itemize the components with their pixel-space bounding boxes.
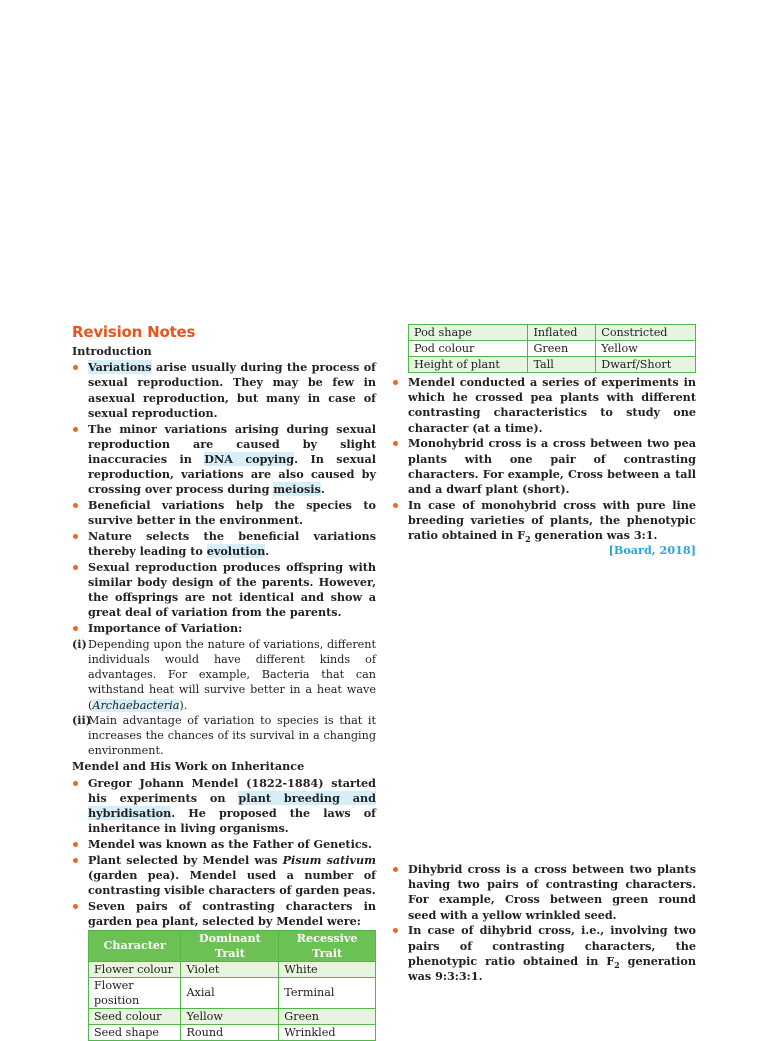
text: generation was 3:1. <box>530 528 658 543</box>
table-header-row <box>89 930 376 961</box>
importance-of-variation-title: Importance of Variation: <box>88 621 243 636</box>
table-row <box>89 1008 376 1024</box>
bullet-icon <box>73 858 78 863</box>
importance-list <box>72 637 376 759</box>
list-item <box>392 497 696 558</box>
highlight: DNA copying <box>204 451 295 466</box>
text: Monohybrid cross is a cross between two pea plants with one pair of contrasting characters. For example, Cross between a tall and a dwarf plant (short). <box>408 436 696 496</box>
table-row <box>409 325 696 341</box>
text: Mendel conducted a series of experiments in which he crossed pea plants with different contrasting characteristics to study one character (at a time). <box>408 375 696 435</box>
highlight: plant breeding and hybridisation <box>88 790 376 821</box>
text: Depending upon the nature of variations, different individuals would have different kinds of advantages. For example, Bacteria that can withstand heat will survive better in a heat wave ( <box>88 637 376 712</box>
table-cell: Violet <box>181 961 279 977</box>
highlight: meiosis <box>273 482 321 497</box>
table-cell: Yellow <box>181 1008 279 1024</box>
bullet-icon <box>73 503 78 508</box>
table-cell: Green <box>279 1008 376 1024</box>
table-cell: Wrinkled <box>279 1024 376 1040</box>
list-item <box>72 360 376 421</box>
mendel-section-title: Mendel and His Work on Inheritance <box>72 759 305 774</box>
text: . He proposed the laws of inheritance in living organisms. <box>88 806 376 836</box>
table-row <box>409 341 696 357</box>
text: In case of <box>408 923 480 938</box>
text: Gregor Johann Mendel (1822-1884) <box>88 775 324 790</box>
list-item <box>72 899 376 929</box>
table-cell: Terminal <box>279 977 376 1008</box>
text: Seven pairs of <box>88 898 192 913</box>
left-column <box>72 322 376 1041</box>
highlight: Archaebacteria <box>92 698 180 712</box>
table-cell: Constricted <box>596 325 696 341</box>
bullet-icon <box>393 928 398 933</box>
text: The minor variations arising during sexual reproduction are caused by slight inaccuracies in <box>88 421 376 466</box>
table-row <box>409 357 696 373</box>
highlight: evolution <box>206 544 266 559</box>
table-row <box>89 1024 376 1040</box>
table-cell: Dwarf/Short <box>596 357 696 373</box>
highlight: Variations <box>88 360 152 375</box>
subscript: 2 <box>614 959 620 970</box>
mendel-list <box>72 776 376 930</box>
text: Beneficial variations help the species to survive better in the environment. <box>88 498 376 528</box>
list-item <box>72 621 376 636</box>
text: Sexual reproduction produces offspring with similar body design of the parents. However, the offsprings are not identical and show a great deal of variation from the parents. <box>88 559 376 620</box>
revision-notes-heading: Revision Notes <box>72 323 196 341</box>
table-cell: Yellow <box>596 341 696 357</box>
list-item <box>392 923 696 984</box>
bullet-icon <box>393 380 398 385</box>
list-item <box>72 560 376 621</box>
text: generation was 9:3:3:1. <box>408 953 696 983</box>
item-number: (i) <box>72 636 87 651</box>
text: Plant selected by Mendel was <box>88 852 283 867</box>
table-cell: Round <box>181 1024 279 1040</box>
board-citation: [Board, 2018] <box>608 543 696 558</box>
list-item <box>72 422 376 498</box>
introduction-title: Introduction <box>72 344 152 358</box>
text: Pisum sativum <box>282 852 377 867</box>
text: Main advantage of variation to species is that it increases the chances of its survival in a changing environment. <box>88 713 376 758</box>
list-item <box>72 498 376 528</box>
text: (garden pea). Mendel used a number of contrasting visible characters of garden peas. <box>88 867 376 898</box>
bullet-icon <box>73 904 78 909</box>
bullet-icon <box>393 503 398 508</box>
table-header: Recessive Trait <box>279 930 376 961</box>
list-item <box>72 636 376 713</box>
bullet-icon <box>393 867 398 872</box>
text: Nature selects the beneficial variations thereby leading to <box>88 528 376 559</box>
bullet-icon <box>73 365 78 370</box>
text: started his experiments on <box>88 775 376 805</box>
list-item <box>72 776 376 837</box>
text: dihybrid cross <box>479 923 572 938</box>
dihybrid-section <box>392 862 696 985</box>
dihybrid-list <box>392 862 696 984</box>
list-item <box>392 862 696 923</box>
text: Dihybrid cross <box>408 862 501 876</box>
table-cell: Flower position <box>89 977 181 1008</box>
table-cell: Green <box>528 341 596 357</box>
monohybrid-list <box>392 375 696 558</box>
table-cell: Seed colour <box>89 1008 181 1024</box>
list-item <box>72 529 376 559</box>
text: is a cross between two plants having two pairs of contrasting characters. For example, Cross between green round seed with a yellow wrinkled seed. <box>408 862 696 922</box>
bullet-icon <box>73 781 78 786</box>
bullet-icon <box>73 534 78 539</box>
bullet-icon <box>73 427 78 432</box>
traits-table-continued <box>408 324 696 373</box>
text: arise usually during the process of sexual reproduction. They may be few in asexual reproduction, but many in case of sexual reproduction. <box>88 360 376 420</box>
text: ). <box>179 698 188 712</box>
table-header: Character <box>89 930 181 961</box>
bullet-icon <box>73 842 78 847</box>
bullet-icon <box>73 565 78 570</box>
text: . In sexual reproduction, variations are also caused by crossing over process during <box>88 451 376 497</box>
traits-table <box>88 930 376 1041</box>
text: , i.e., involving two pairs of contrasting characters, the phenotypic ratio obtained in F <box>408 923 696 968</box>
list-item <box>392 375 696 436</box>
table-cell: White <box>279 961 376 977</box>
bullet-icon <box>393 441 398 446</box>
list-item <box>72 712 376 759</box>
table-cell: Seed shape <box>89 1024 181 1040</box>
list-item <box>72 853 376 899</box>
table-cell: Axial <box>181 977 279 1008</box>
list-item <box>392 436 696 497</box>
table-cell: Tall <box>528 357 596 373</box>
bullet-icon <box>73 626 78 631</box>
introduction-list <box>72 360 376 636</box>
text: contrasting characters in garden pea plant, selected by Mendel were: <box>88 898 376 929</box>
text: Mendel was known as the Father of Genetics. <box>88 837 372 851</box>
subscript: 2 <box>525 534 531 545</box>
table-row <box>89 977 376 1008</box>
text: . <box>265 544 270 559</box>
table-cell: Inflated <box>528 325 596 341</box>
item-number: (ii) <box>72 712 92 727</box>
text: In case of monohybrid cross with pure line breeding varieties of plants, the phenotypic ratio obtained in F <box>408 497 696 543</box>
right-column <box>392 322 696 558</box>
table-row <box>89 961 376 977</box>
table-header: Dominant Trait <box>181 930 279 961</box>
table-cell: Pod colour <box>409 341 528 357</box>
list-item <box>72 837 376 852</box>
table-cell: Flower colour <box>89 961 181 977</box>
table-cell: Height of plant <box>409 357 528 373</box>
table-cell: Pod shape <box>409 325 528 341</box>
text: . <box>320 482 325 497</box>
